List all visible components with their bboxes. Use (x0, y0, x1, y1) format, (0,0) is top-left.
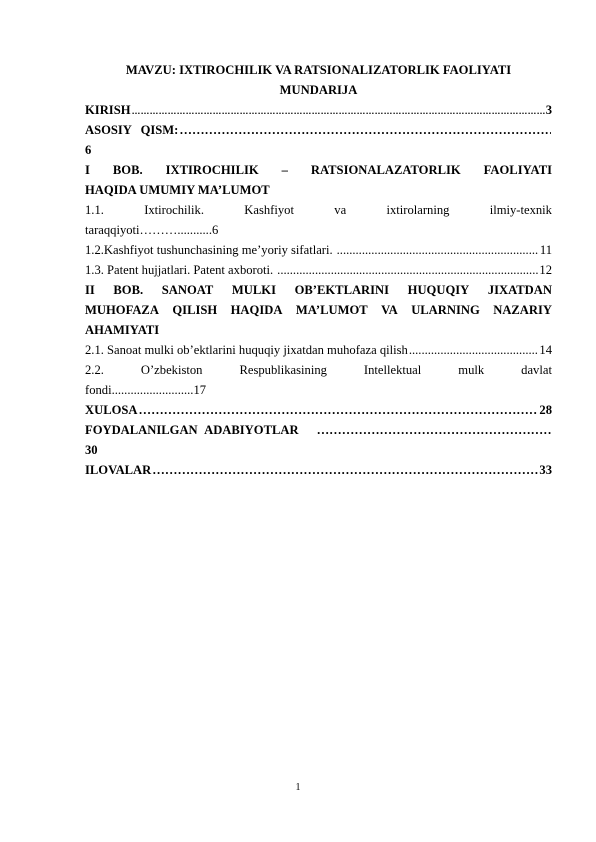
toc-entry-1-1[interactable] (85, 200, 552, 220)
toc-label: 2.1. Sanoat mulki ob’ektlarini huquqiy jixatdan muhofaza qilish (85, 343, 408, 357)
toc-word: O’zbekiston (140, 363, 203, 377)
toc-entry-1-2[interactable] (85, 240, 552, 260)
toc-word: – (281, 163, 288, 177)
toc-leader (409, 340, 539, 360)
toc-word: va (334, 203, 347, 217)
toc-word: davlat (521, 363, 552, 377)
toc-word: RATSIONALAZATORLIK (310, 163, 461, 177)
toc-word: Ixtirochilik. (144, 203, 204, 217)
toc-entry-bob-2-line2 (85, 300, 552, 320)
toc-word: BOB. (113, 283, 144, 297)
toc-word: VA (381, 303, 398, 317)
toc-page-number: 28 (539, 403, 552, 417)
toc-entry-2-1[interactable] (85, 340, 552, 360)
toc-label: KIRISH (85, 103, 131, 117)
toc-word: MA’LUMOT (295, 303, 368, 317)
toc-entry-ilovalar[interactable] (85, 460, 552, 480)
toc-word: HAQIDA (230, 303, 283, 317)
toc-word: Respublikasining (239, 363, 327, 377)
toc-entry-1-3[interactable] (85, 260, 552, 280)
toc-leader (337, 240, 539, 260)
toc-label: ASOSIY QISM: (85, 123, 179, 137)
toc-entry-bob-1-cont: HAQIDA UMUMIY MA’LUMOT (85, 183, 270, 197)
toc-word: JIXATDAN (487, 283, 552, 297)
toc-label: XULOSA (85, 403, 138, 417)
toc-label: 1.2.Kashfiyot tushunchasining me’yoriy sifatlari. (85, 243, 333, 257)
toc-label: 1.3. Patent hujjatlari. Patent axboroti. (85, 263, 274, 277)
document-title: MAVZU: IXTIROCHILIK VA RATSIONALIZATORLIK FAOLIYATI (125, 63, 512, 77)
toc-entry-bob-2-line3: AHAMIYATI (85, 323, 160, 337)
toc-word: II (85, 283, 95, 297)
toc-word: MULKI (231, 283, 276, 297)
toc-word: OB’EKTLARINI (294, 283, 390, 297)
toc-leader (179, 120, 551, 140)
toc-entry-foydalanilgan-adabiyotlar[interactable] (85, 420, 552, 440)
toc-word: ilmiy-texnik (489, 203, 552, 217)
toc-leader (138, 400, 538, 420)
toc-word: BOB. (112, 163, 143, 177)
toc-page-number: 12 (539, 263, 552, 277)
toc-entry-asosiy-qism[interactable] (85, 120, 552, 140)
toc-heading: MUNDARIJA (279, 83, 358, 97)
toc-entry-xulosa[interactable] (85, 400, 552, 420)
toc-word: FAOLIYATI (483, 163, 552, 177)
toc-leader (317, 420, 551, 440)
toc-word: NAZARIY (493, 303, 552, 317)
toc-entry-kirish[interactable] (85, 100, 552, 120)
toc-word: QILISH (172, 303, 218, 317)
page-number: 1 (295, 782, 301, 793)
toc-word: mulk (458, 363, 485, 377)
toc-page-number: 30 (85, 443, 98, 457)
toc-word: IXTIROCHILIK (165, 163, 259, 177)
document-page (85, 60, 552, 480)
toc-word: ULARNING (411, 303, 480, 317)
toc-word: MUHOFAZA (85, 303, 159, 317)
toc-word: Intellektual (363, 363, 422, 377)
toc-entry-2-2-cont: fondi..........................17 (85, 383, 207, 397)
toc-word: HUQUQIY (407, 283, 470, 297)
toc-entry-2-2[interactable] (85, 360, 552, 380)
toc-page-number: 3 (545, 103, 552, 117)
toc-leader (277, 260, 538, 280)
toc-word: SANOAT (161, 283, 214, 297)
toc-word: 1.1. (85, 203, 104, 217)
toc-page-number: 6 (85, 143, 92, 157)
toc-label: FOYDALANILGAN ADABIYOTLAR (85, 423, 299, 437)
toc-word: I (85, 163, 90, 177)
toc-word: ixtirolarning (386, 203, 450, 217)
toc-page-number: 33 (539, 463, 552, 477)
toc-label: ILOVALAR (85, 463, 152, 477)
toc-word: 2.2. (85, 363, 104, 377)
toc-page-number: 14 (539, 343, 552, 357)
toc-entry-1-1-cont: taraqqiyoti………...........6 (85, 223, 219, 237)
toc-entry-bob-1[interactable] (85, 160, 552, 180)
toc-entry-bob-2[interactable] (85, 280, 552, 300)
toc-page-number: 11 (539, 243, 552, 257)
toc-leader (152, 460, 538, 480)
toc-leader (132, 101, 545, 120)
toc-word: Kashfiyot (244, 203, 294, 217)
